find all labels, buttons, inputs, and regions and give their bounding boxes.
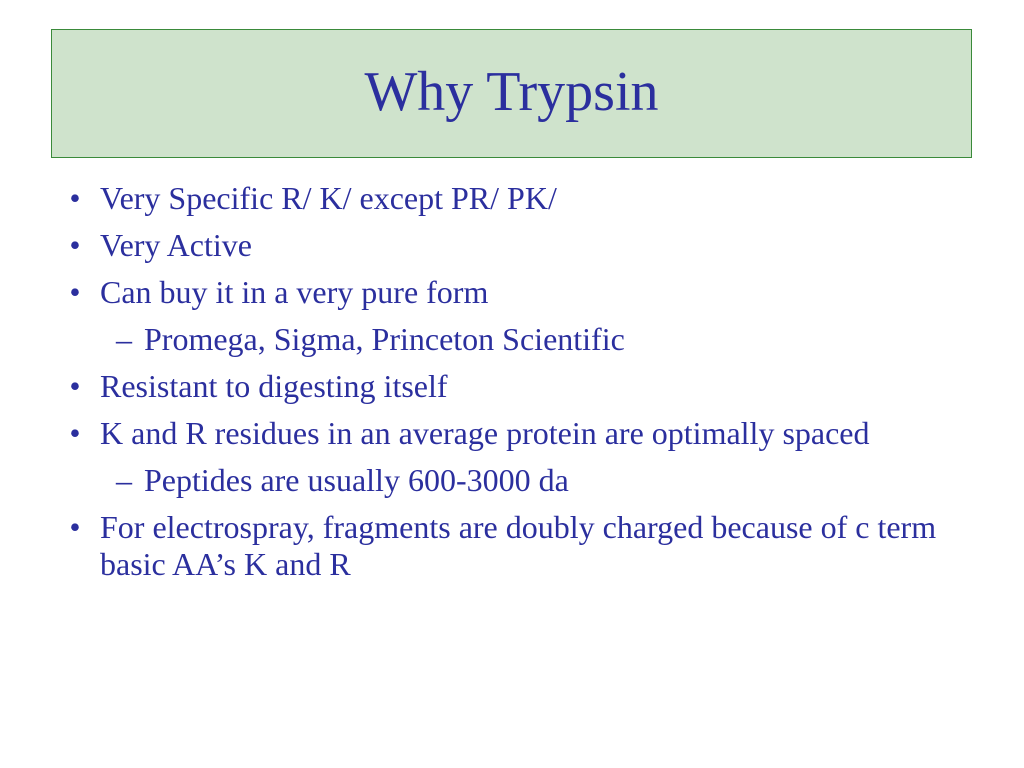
dash-icon: –	[116, 321, 132, 357]
bullet-item	[60, 368, 960, 405]
bullet-list	[60, 180, 960, 593]
bullet-icon: •	[69, 274, 81, 310]
dash-icon: –	[116, 462, 132, 498]
bullet-item	[60, 274, 960, 311]
bullet-text: Very Specific R/ K/ except PR/ PK/	[100, 180, 557, 216]
title-banner	[51, 29, 972, 158]
bullet-icon: •	[69, 180, 81, 216]
bullet-text: For electrospray, fragments are doubly charged because of c term basic AA’s K and R	[100, 509, 937, 582]
bullet-icon: •	[69, 368, 81, 404]
bullet-item	[60, 180, 960, 217]
bullet-icon: •	[69, 509, 81, 545]
bullet-item	[60, 227, 960, 264]
bullet-item	[60, 415, 960, 452]
sub-bullet-text: Promega, Sigma, Princeton Scientific	[144, 321, 625, 357]
slide-title: Why Trypsin	[364, 60, 659, 123]
bullet-text: Can buy it in a very pure form	[100, 274, 489, 310]
bullet-icon: •	[69, 415, 81, 451]
bullet-icon: •	[69, 227, 81, 263]
sub-bullet-item	[60, 321, 960, 358]
bullet-item	[60, 509, 960, 583]
sub-bullet-text: Peptides are usually 600-3000 da	[144, 462, 569, 498]
sub-bullet-item	[60, 462, 960, 499]
bullet-text: Very Active	[100, 227, 252, 263]
bullet-text: K and R residues in an average protein are optimally spaced	[100, 415, 870, 451]
bullet-text: Resistant to digesting itself	[100, 368, 448, 404]
